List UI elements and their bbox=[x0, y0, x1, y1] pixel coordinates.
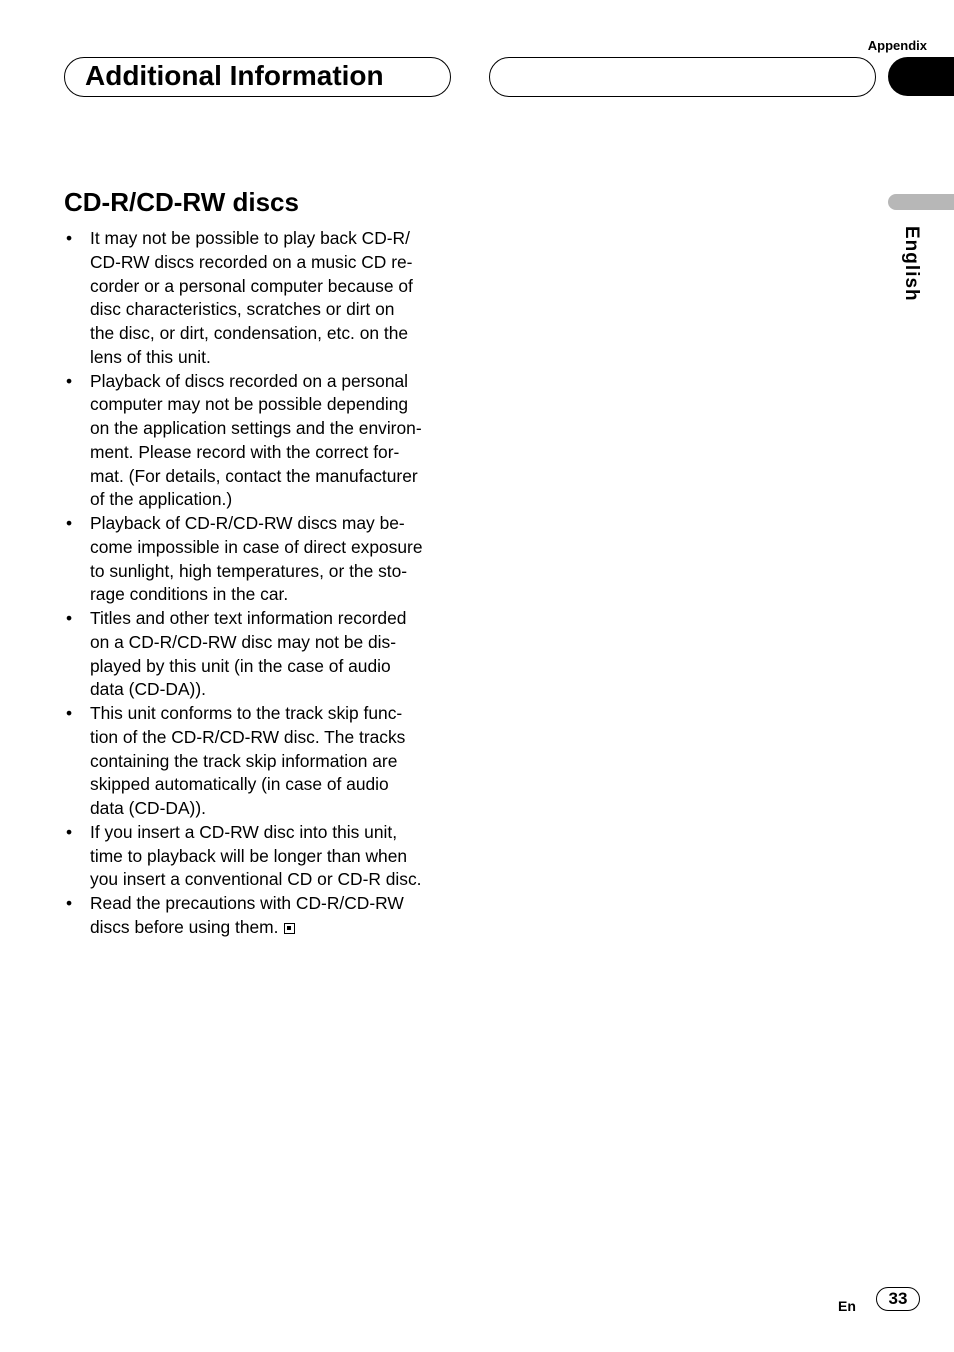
list-item bbox=[64, 370, 456, 513]
bullet-icon: • bbox=[66, 513, 73, 533]
header-title-frame bbox=[64, 57, 451, 97]
list-line: CD-RW discs recorded on a music CD re- bbox=[90, 251, 413, 272]
list-item bbox=[64, 607, 456, 702]
appendix-tab-marker bbox=[888, 57, 954, 96]
bullet-icon: • bbox=[66, 608, 73, 628]
list-line: on the application settings and the environ- bbox=[90, 418, 422, 438]
list-line: computer may not be possible depending bbox=[90, 394, 409, 415]
list-line: time to playback will be longer than when bbox=[90, 845, 408, 866]
list-line: come impossible in case of direct exposure bbox=[90, 536, 423, 557]
list-line: corder or a personal computer because of bbox=[90, 275, 413, 296]
list-line: mat. (For details, contact the manufacturer bbox=[90, 465, 418, 486]
side-language-label: English bbox=[901, 226, 922, 302]
bullet-icon: • bbox=[66, 893, 73, 913]
list-line: skipped automatically (in case of audio bbox=[90, 774, 389, 795]
page-number-badge: 33 bbox=[876, 1287, 920, 1311]
list-line: rage conditions in the car. bbox=[90, 584, 289, 605]
list-line: data (CD-DA)). bbox=[90, 798, 206, 818]
list-line: disc characteristics, scratches or dirt on bbox=[90, 299, 395, 320]
bullet-icon: • bbox=[66, 703, 73, 723]
list-line: Playback of CD-R/CD-RW discs may be- bbox=[90, 513, 405, 533]
list-line: on a CD-R/CD-RW disc may not be dis- bbox=[90, 631, 397, 652]
list-line: to sunlight, high temperatures, or the sto- bbox=[90, 560, 408, 581]
list-line: It may not be possible to play back CD-R/ bbox=[90, 228, 410, 248]
footer-language-code: En bbox=[838, 1298, 856, 1314]
list-line: played by this unit (in the case of audio bbox=[90, 655, 391, 676]
bullet-list bbox=[64, 227, 456, 940]
list-line: ment. Please record with the correct for- bbox=[90, 441, 400, 462]
list-line: Read the precautions with CD-R/CD-RW bbox=[90, 893, 404, 913]
language-tab-marker bbox=[888, 194, 954, 210]
list-line: If you insert a CD-RW disc into this unit, bbox=[90, 821, 398, 842]
list-item bbox=[64, 892, 456, 940]
list-line: This unit conforms to the track skip func- bbox=[90, 703, 403, 723]
header-empty-frame bbox=[489, 57, 876, 97]
list-line: of the application.) bbox=[90, 489, 233, 510]
list-line: tion of the CD-R/CD-RW disc. The tracks bbox=[90, 726, 406, 747]
list-line-text: discs before using them. bbox=[90, 916, 279, 937]
list-line: data (CD-DA)). bbox=[90, 679, 206, 700]
list-item bbox=[64, 227, 456, 370]
list-line: Playback of discs recorded on a personal bbox=[90, 370, 409, 391]
list-item bbox=[64, 512, 456, 607]
bullet-icon: • bbox=[66, 228, 73, 248]
list-line: containing the track skip information are bbox=[90, 750, 398, 771]
list-item bbox=[64, 702, 456, 821]
page-title: Additional Information bbox=[85, 60, 384, 91]
list-line: the disc, or dirt, condensation, etc. on the bbox=[90, 323, 409, 343]
list-line: lens of this unit. bbox=[90, 346, 211, 367]
bullet-icon: • bbox=[66, 821, 73, 842]
section-title: CD-R/CD-RW discs bbox=[64, 187, 299, 217]
bullet-icon: • bbox=[66, 370, 73, 391]
end-of-section-icon bbox=[284, 923, 295, 934]
list-line: Titles and other text information recorded bbox=[90, 608, 407, 628]
list-item bbox=[64, 821, 456, 892]
list-line: you insert a conventional CD or CD-R disc. bbox=[90, 869, 422, 890]
list-line bbox=[90, 916, 456, 940]
appendix-label: Appendix bbox=[867, 38, 927, 53]
